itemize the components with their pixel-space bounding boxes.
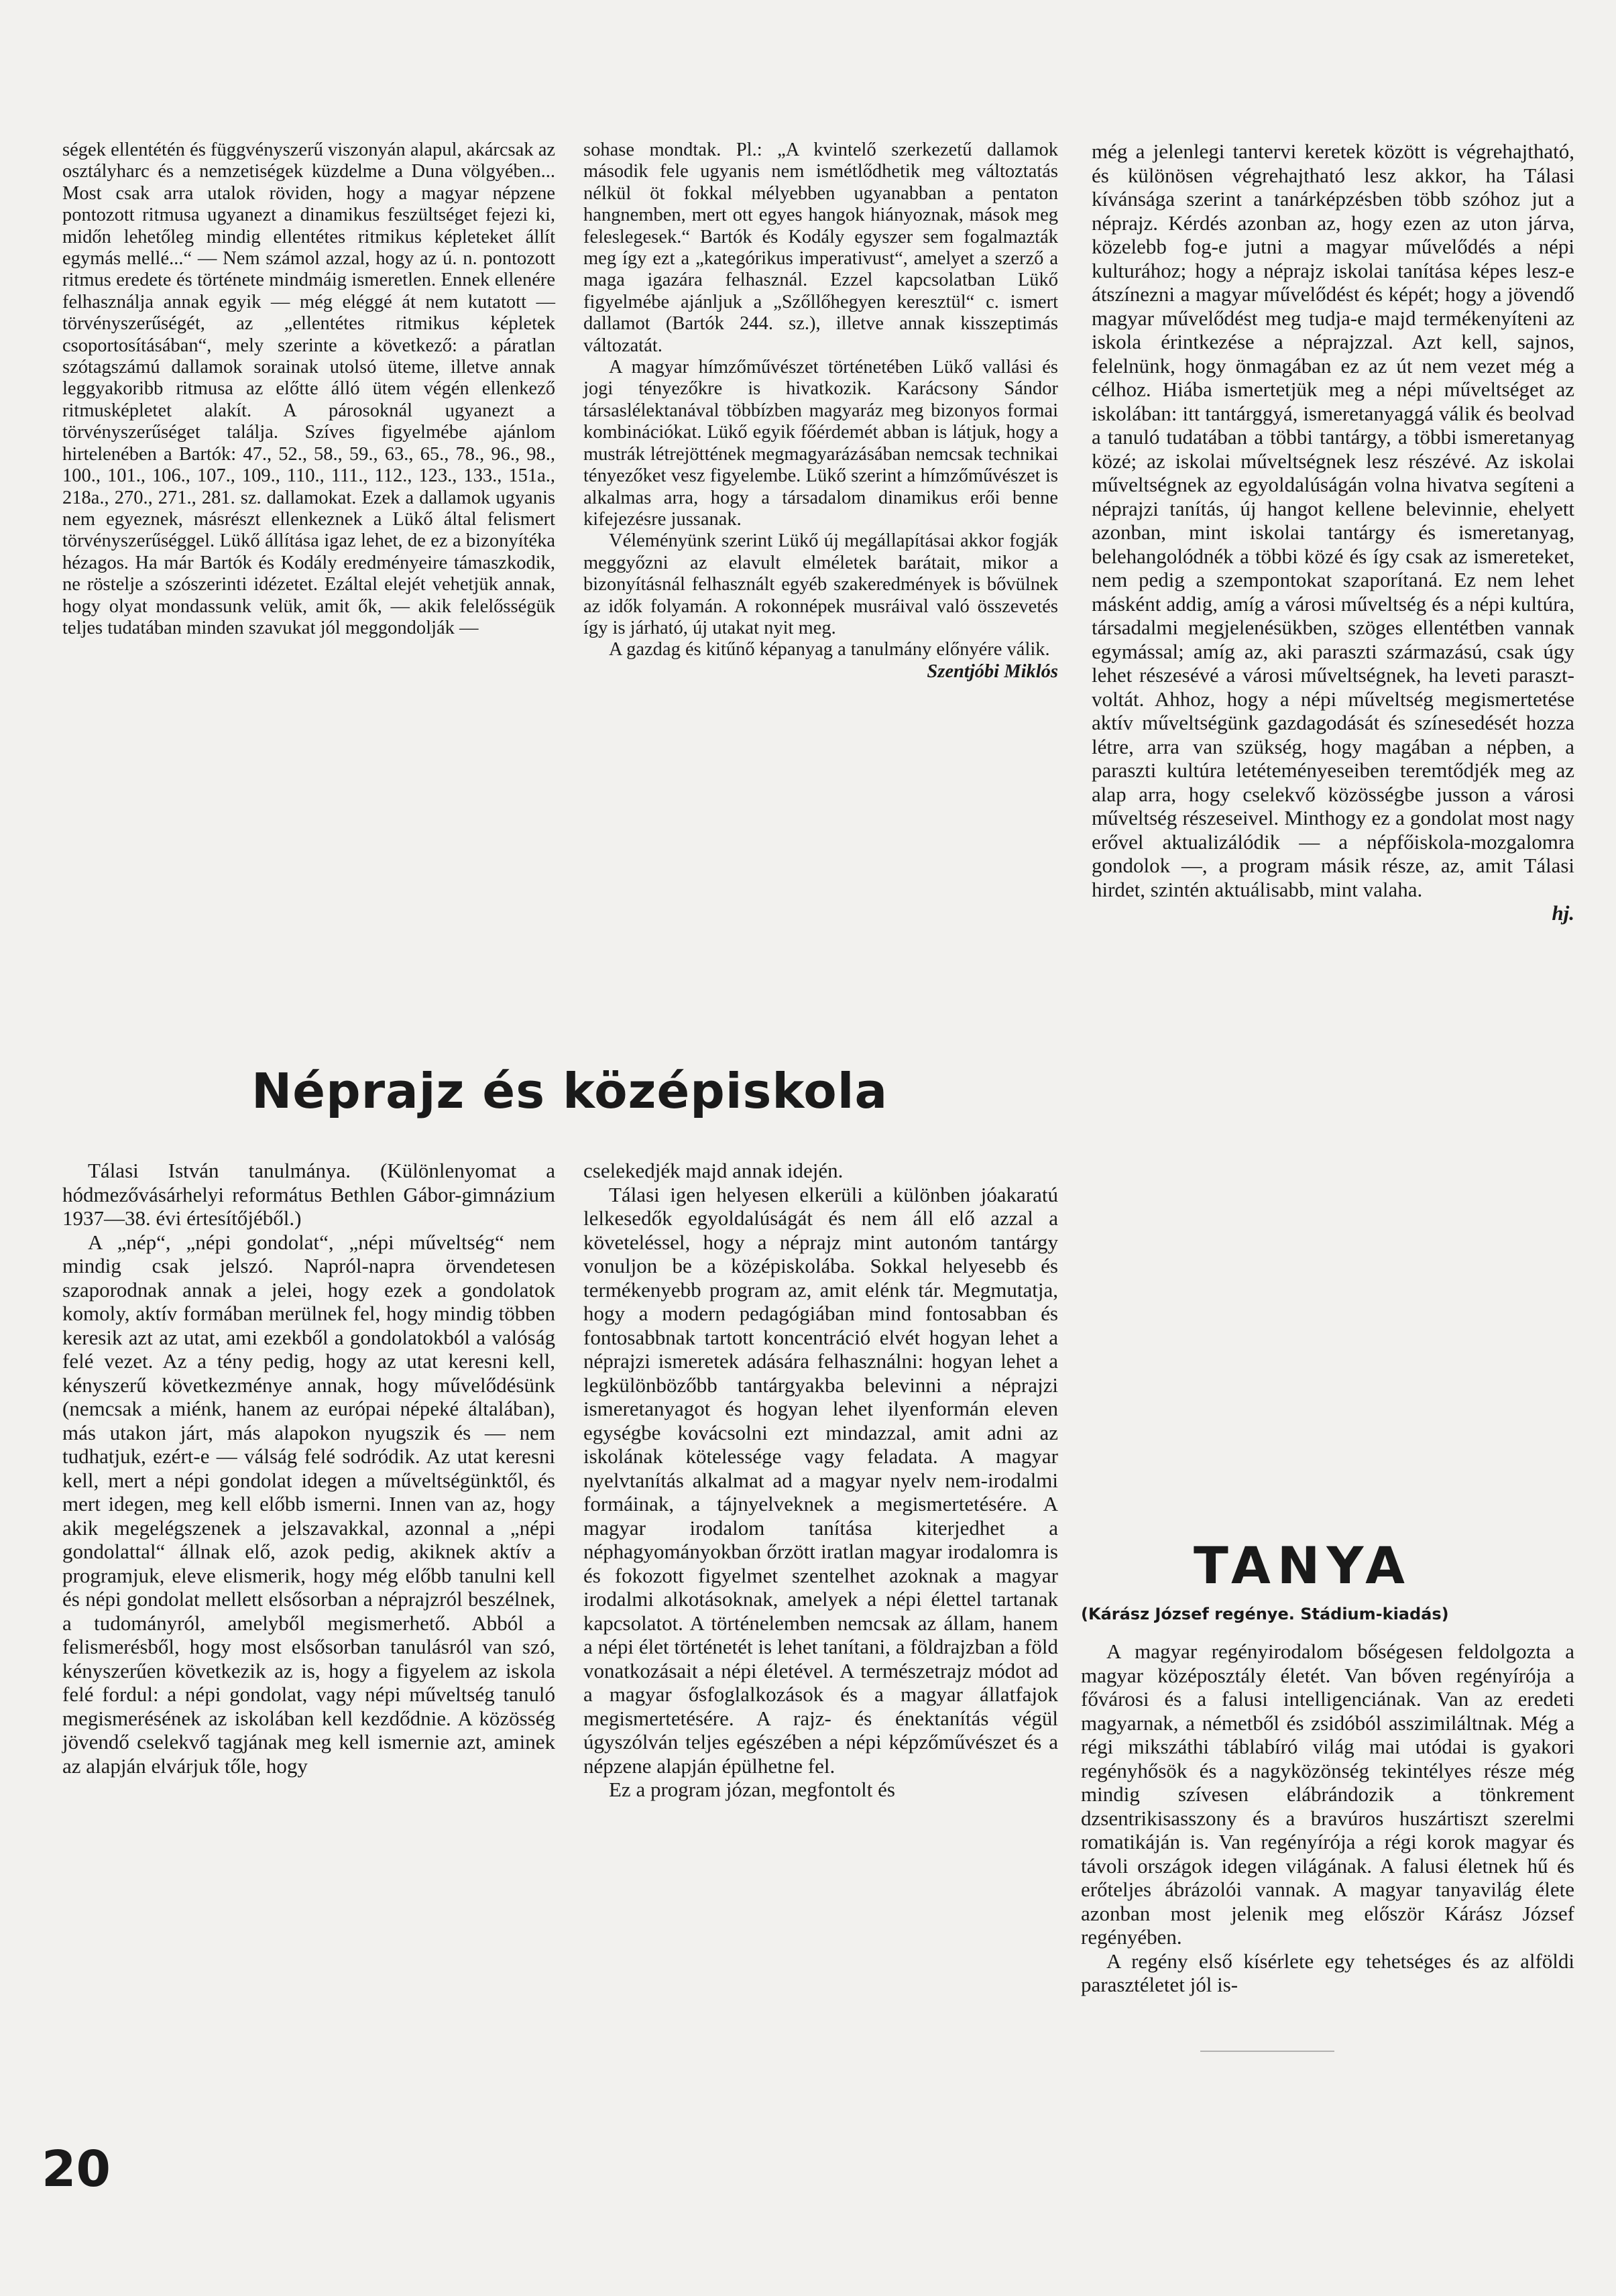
review-col2-paragraph-3: Véleményünk szerint Lükő új megállapításai akkor fogják meggyőzni az elavult elméletek barátait, mikor a bizonyításnál felhasznált egyéb szakeredmények is bővülnek az idők folyamán. A rokonnépek musráival való összevetés így is járható, új utakat nyit meg. <box>583 530 1058 638</box>
article-col2-paragraph-3: Ez a program józan, megfontolt és <box>609 1778 895 1801</box>
article-column-3 <box>1092 139 1574 925</box>
article-column-2 <box>583 1159 1058 1802</box>
review-column-1 <box>62 139 555 639</box>
review-col2-paragraph-1: sohase mondtak. Pl.: „A kvintelő szerkezetű dallamok második fele ugyanis nem ismétlődhetik meg változtatás nélkül öt fokkal mélyebben ugyanabban a pentaton hangnemben, mert ott egyes hangok hiányoznak, mások meg feleslegesek.“ Bartók és Kodály egyszer sem fogalmazták meg így ezt a „kategórikus imperativust“, amelyet a szerző a maga igazára felhasznál. Ezzel kapcsolatban Lükő figyelmébe ajánljuk a „Szőllőhegyen keresztül“ c. ismert dallamot (Bartók 244. sz.), illetve annak kisszeptimás változatát. <box>583 139 1058 356</box>
article-column-1 <box>62 1159 555 1778</box>
page-number: 20 <box>42 2140 111 2198</box>
review-col2-paragraph-4: A gazdag és kitűnő képanyag a tanulmány előnyére válik. <box>609 639 1050 661</box>
article-col2-paragraph-1: cselekedjék majd annak idején. <box>583 1159 844 1182</box>
tanya-title: TANYA <box>1194 1536 1411 1595</box>
divider <box>1200 2051 1334 2052</box>
tanya-paragraph-1: A magyar regényirodalom bőségesen feldolgozta a magyar középosztály életét. Van bőven regényírója a fővárosi és a falusi intelligenciának. Van az eredeti magyarnak, a németből és zsidóból asszimiláltnak. Még a régi mikszáthi táblabíró világ mai utódai is gyakori regényhősök és a nagyközönség tekintélyes része még mindig szívesen elábrándozik a tönkrement dzsentrikisasszony és a bravúros huszártiszt szerelmi romatikáján is. Van regényírója a régi korok magyar és távoli országok idegen világának. A falusi életnek hű és erőteljes ábrázolói vannak. A magyar tanyavilág élete azonban most jelenik meg először Kárász József regényében. <box>1081 1640 1574 1949</box>
review-column-2 <box>583 139 1058 683</box>
article-col1-paragraph-2: A „nép“, „népi gondolat“, „népi műveltség“ nem mindig csak jelszó. Napról-napra örvendetesen szaporodnak annak a jelei, hogy ezek a gondolatok komoly, aktív formában merülnek fel, hogy mindig többen keresik azt az utat, ami ezekből a gondolatokból a valóság felé vezet. Az a tény pedig, hogy az utat keresni kell, kényszerű következménye annak, hogy művelődésünk (nemcsak a miénk, hanem az európai népeké általában), más utakon járt, más alapokon nyugszik és — nem tudhatjuk, ezért-e — válság felé sodródik. Az utat keresni kell, mert a népi gondolat idegen a műveltségünktől, és mert idegen, meg kell előbb ismerni. Innen van az, hogy akik megelégszenek a jelszavakkal, azonnal a „népi gondolattal“ állnak elő, azok pedig, akiknek aktív a programjuk, eleve elismerik, hogy még előbb tanulni kell és népi gondolat mellett elsősorban a néprajzról beszélnek, a tudományról, amelyből megismerhető. Abból a felismerésből, hogy most elsősorban tanulásról van szó, kényszerűen következik az is, hogy a figyelem az iskola felé fordul: a népi gondolat, vagy népi műveltség tanuló megismerésének az iskolában kell kezdődnie. A közösség jövendő cselekvő tagjának meg kell ismernie azt, aminek az alapján elvárjuk tőle, hogy <box>62 1230 555 1778</box>
review-signature: Szentjóbi Miklós <box>927 661 1058 682</box>
tanya-subtitle: (Kárász József regénye. Stádium-kiadás) <box>1081 1605 1449 1623</box>
article-col1-paragraph-1: Tálasi István tanulmánya. (Különlenyomat a hódmezővásárhelyi református Bethlen Gábor-gimnázium 1937—38. évi értesítőjéből.) <box>62 1159 555 1230</box>
article-signature: hj. <box>1552 901 1574 925</box>
review-col2-paragraph-2: A magyar hímzőművészet történetében Lükő vallási és jogi tényezőkre is hivatkozik. Karácsony Sándor társaslélektanával többízben magyaráz meg bizonyos formai kombinációkat. Lükő egyik főérdemét abban is látjuk, hogy a mustrák létrejöttének megmagyarázásában nemcsak technikai tényezőket vesz figyelembe. Lükő szerint a hímzőművészet is alkalmas arra, hogy a társadalom dinamikus erői benne kifejezésre jussanak. <box>583 357 1058 530</box>
tanya-column <box>1081 1640 1574 1997</box>
tanya-paragraph-2: A regény első kísérlete egy tehetséges és az alföldi parasztéletet jól is- <box>1081 1949 1574 1996</box>
review-col1-paragraph: ségek ellentétén és függvényszerű viszonyán alapul, akárcsak az osztályharc és a nemzetiségek küzdelme a Duna völgyében... Most csak arra utalok röviden, hogy a magyar népzene pontozott ritmusa ugyanezt a dinamikus feszültséget fejezi ki, midőn lehetőleg mindig ellentétes ritmikus képleteket állít egymás mellé...“ — Nem számol azzal, hogy az ú. n. pontozott ritmus eredete és története mindmáig ismeretlen. Ennek ellenére felhasználja annak egyik — még eléggé át nem kutatott — törvényszerűségét, az „ellentétes ritmikus képletek csoportosításában“, mely szerinte a következő: a páratlan szótagszámú dallamok sorainak utolsó üteme, illetve annak leggyakoribb ritmusa az előtte álló ütem végén ellenkező ritmusképletet alakít. A párosoknál ugyanezt a törvényszerűséget találja. Szíves figyelmébe ajánlom hirtelenében a Bartók: 47., 52., 58., 59., 63., 65., 78., 96., 98., 100., 101., 106., 107., 109., 110., 111., 112., 123., 133., 151a., 218a., 270., 271., 281. sz. dallamokat. Ezek a dallamok ugyanis nem egyeznek, másrészt ellenkeznek a Lükő által felismert törvényszerűséggel. Lükő állítása igaz lehet, de ez a bizonyítéka hézagos. Ha már Bartók és Kodály eredményeire támaszkodik, ne röstelje a szószerinti idézetet. Ezáltal elejét vehetjük annak, hogy olyat mondassunk velük, amit ők, — akik felelősségük teljes tudatában minden szavukat jól meggondolják — <box>62 139 555 638</box>
article-title: Néprajz és középiskola <box>251 1063 888 1119</box>
article-col3-paragraph: még a jelenlegi tantervi keretek között is végrehajtható, és különösen végrehajtható lesz akkor, ha Tálasi kívánsága szerint a tanárképzésben több szóhoz jut a néprajz. Kérdés azonban az, hogy ezen az uton járva, közelebb fog-e jutni a magyar művelődés a népi kulturához; hogy a néprajz iskolai tanítása képes lesz-e átszínezni a magyar művelődést és képét; hogy a jövendő magyar művelődést meg tudja-e majd termékenyíteni az iskola érintkezése a néprajzzal. Azt kell, sajnos, felelnünk, hogy önmagában ez az út nem vezet még a célhoz. Hiába ismertetjük meg a népi műveltséget az iskolában: itt tantárggyá, ismeretanyaggá válik és beolvad a tanuló tudatában a többi tantárgy, a többi ismeretanyag közé; az iskolai műveltségnek lesz részévé. Az iskolai műveltségnek az egyoldalúságán volna hivatva segíteni a néprajzi tanítás, új hangot kellene belevinnie, ehelyett azonban, mint iskolai tantárgy és ismeretanyag, belehangolódnék a többi közé és így csak az ismereteket, nem pedig a szempontokat szaporítaná. Ez nem lehet másként addig, amíg a városi műveltség és a népi kultúra, társadalmi megjelenésükben, szöges ellentétben vannak egymással; amíg az, aki paraszti származású, csak úgy lehet részesévé a városi műveltségnek, ha leveti paraszt-voltát. Ahhoz, hogy a népi műveltség megismertetése aktív műveltségünk gazdagodását és színesedését hozza létre, arra van szükség, hogy magában a népben, a paraszti kultúra letéteményeseiben teremtődjék meg az alap arra, hogy cselekvő közösségbe jusson a városi műveltség részeseivel. Minthogy ez a gondolat most nagy erővel aktualizálódik — a népfőiskola-mozgalomra gondolok —, a program másik része, az, amit Tálasi hirdet, szintén aktuálisabb, mint valaha. <box>1092 139 1574 901</box>
article-col2-paragraph-2: Tálasi igen helyesen elkerüli a különben jóakaratú lelkesedők egyoldalúságát és nem áll elő azzal a követeléssel, hogy a néprajz mint autonóm tantárgy vonuljon be a középiskolába. Sokkal helyesebb és termékenyebb program az, amit elénk tár. Megmutatja, hogy a modern pedagógiában mind fontosabban és fontosabbnak tartott koncentráció elvét hogyan lehet a néprajzi ismeretek adására felhasználni: hogyan lehet a legkülönbözőbb tantárgyakba belevinni a néprajzi ismeretanyagot és hogyan lehet ilyenformán eleven egységbe kovácsolni ezt mindazzal, amit adni az iskolának kötelessége vagy feladata. A magyar nyelvtanítás alkalmat ad a magyar nyelv nem-irodalmi formáinak, a tájnyelveknek a megismertetésére. A magyar irodalom tanítása kiterjedhet a néphagyományokban őrzött iratlan magyar irodalomra is és fokozott figyelmet szentelhet azoknak a magyar irodalmi alkotásoknak, amelyek a népi élettel tartanak kapcsolatot. A történelemben nemcsak az állam, hanem a népi élet történetét is lehet tanítani, a földrajzban a föld vonatkozásait a népi életével. A természetrajz módot ad a magyar ősfoglalkozások és a magyar állatfajok megismertetésére. A rajz- és énektanítás végül úgyszólván teljes egészében a népi képzőművészet és a népzene alapján épülhetne fel. <box>583 1182 1058 1778</box>
